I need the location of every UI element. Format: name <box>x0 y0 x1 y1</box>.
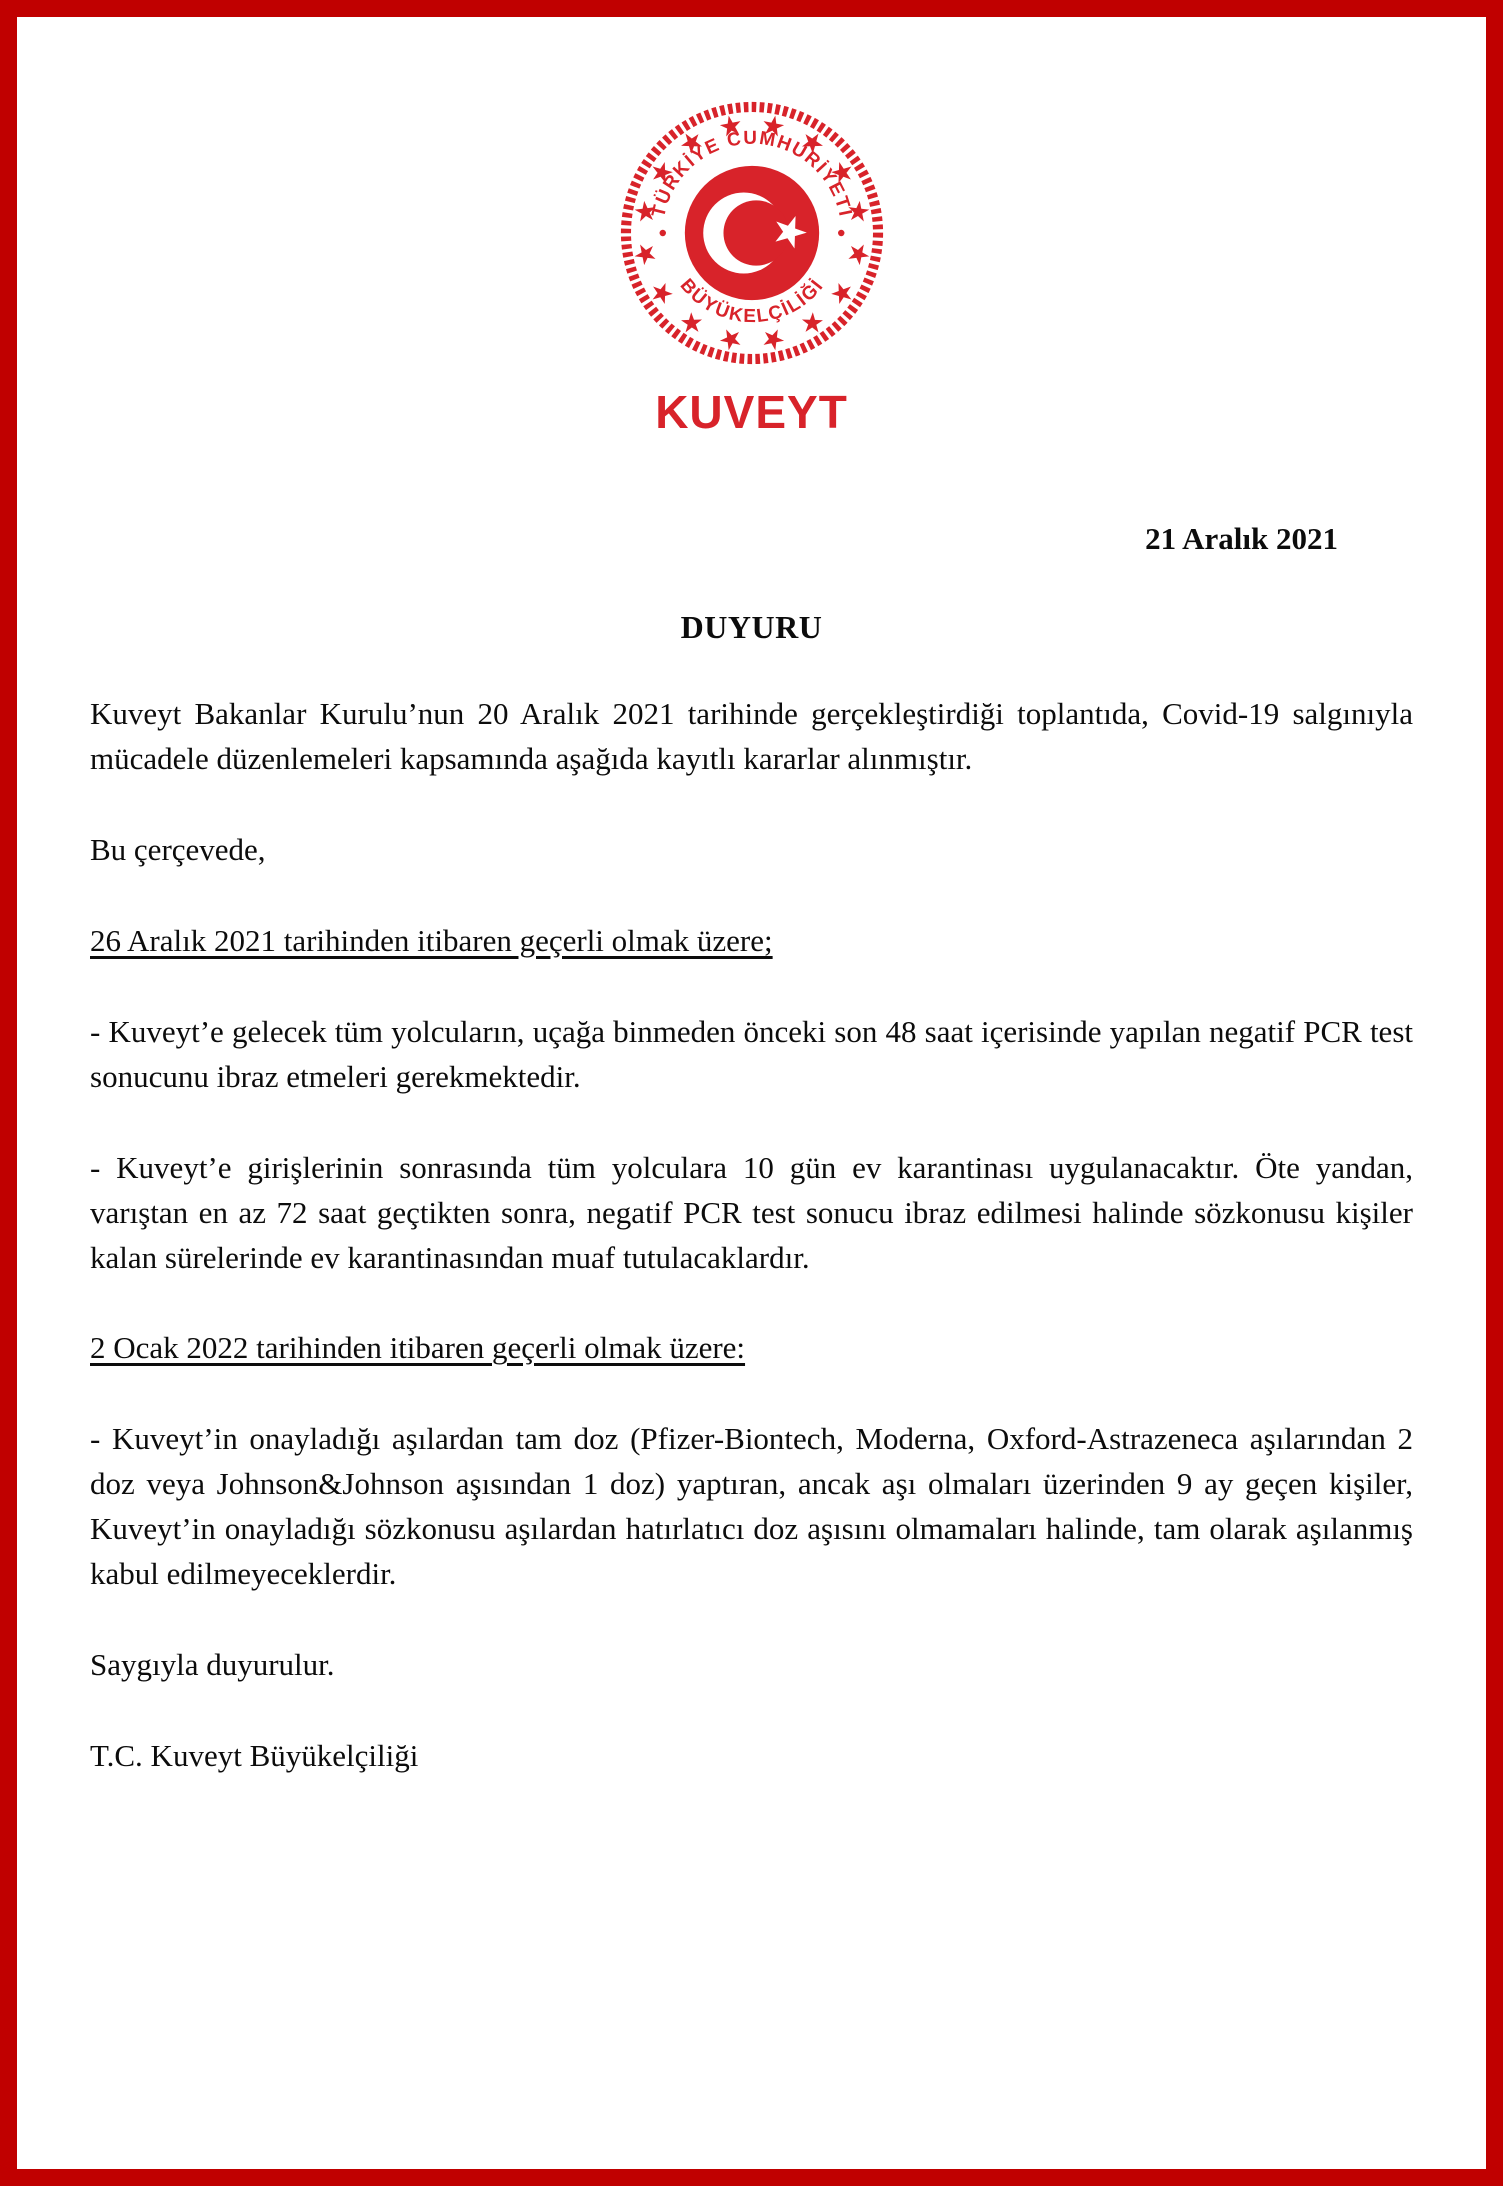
separator-dot-left <box>659 230 665 236</box>
embassy-city-label: KUVEYT <box>655 386 848 438</box>
emblem-arc-bottom-text: BÜYÜKELÇİLİĞİ <box>675 274 828 327</box>
letterhead <box>90 95 1413 439</box>
rule-booster-paragraph: - Kuveyt’in onayladığı aşılardan tam doz (Pfizer-Biontech, Moderna, Oxford-Astrazeneca aşılarından 2 doz veya Johnson&Johnson aşısından 1 doz) yaptıran, ancak aşı olmaları üzerinden 9 ay geçen kişiler, Kuveyt’in onayladığı sözkonusu aşılardan hatırlatıcı doz aşısını olmamaları halinde, tam olarak aşılanmış kabul edilmeyeceklerdir. <box>90 1421 1413 1592</box>
embassy-emblem-icon <box>614 95 890 371</box>
crescent-star-icon <box>684 166 818 300</box>
document-title: DUYURU <box>680 609 823 645</box>
separator-dot-right <box>838 230 844 236</box>
document-body <box>90 521 1413 1779</box>
document-date: 21 Aralık 2021 <box>1145 521 1338 556</box>
rule-quarantine-paragraph: - Kuveyt’e girişlerinin sonrasında tüm yolculara 10 gün ev karantinası uygulanacaktır. Öte yandan, varıştan en az 72 saat geçtikten sonra, negatif PCR test sonucu ibraz edilmesi halinde sözkonusu kişiler kalan sürelerinde ev karantinasından muaf tutulacaklardır. <box>90 1149 1413 1275</box>
intro-paragraph: Kuveyt Bakanlar Kurulu’nun 20 Aralık 2021 tarihinde gerçekleştirdiği toplantıda, Covid-19 salgınıyla mücadele düzenlemeleri kapsamında aşağıda kayıtlı kararlar alınmıştır. <box>90 696 1413 776</box>
context-line: Bu çerçevede, <box>90 831 266 867</box>
section-heading-dec26: 26 Aralık 2021 tarihinden itibaren geçerli olmak üzere; <box>90 922 773 958</box>
emblem-arc-top-text: TÜRKİYE CUMHURİYETİ <box>646 126 857 220</box>
signature-line: T.C. Kuveyt Büyükelçiliği <box>90 1738 419 1774</box>
rule-pcr-paragraph: - Kuveyt’e gelecek tüm yolcuların, uçağa binmeden önceki son 48 saat içerisinde yapılan negatif PCR test sonucunu ibraz etmeleri gerekmektedir. <box>90 1013 1413 1094</box>
section-heading-jan2: 2 Ocak 2022 tarihinden itibaren geçerli olmak üzere: <box>90 1330 746 1366</box>
closing-line: Saygıyla duyurulur. <box>90 1647 335 1683</box>
